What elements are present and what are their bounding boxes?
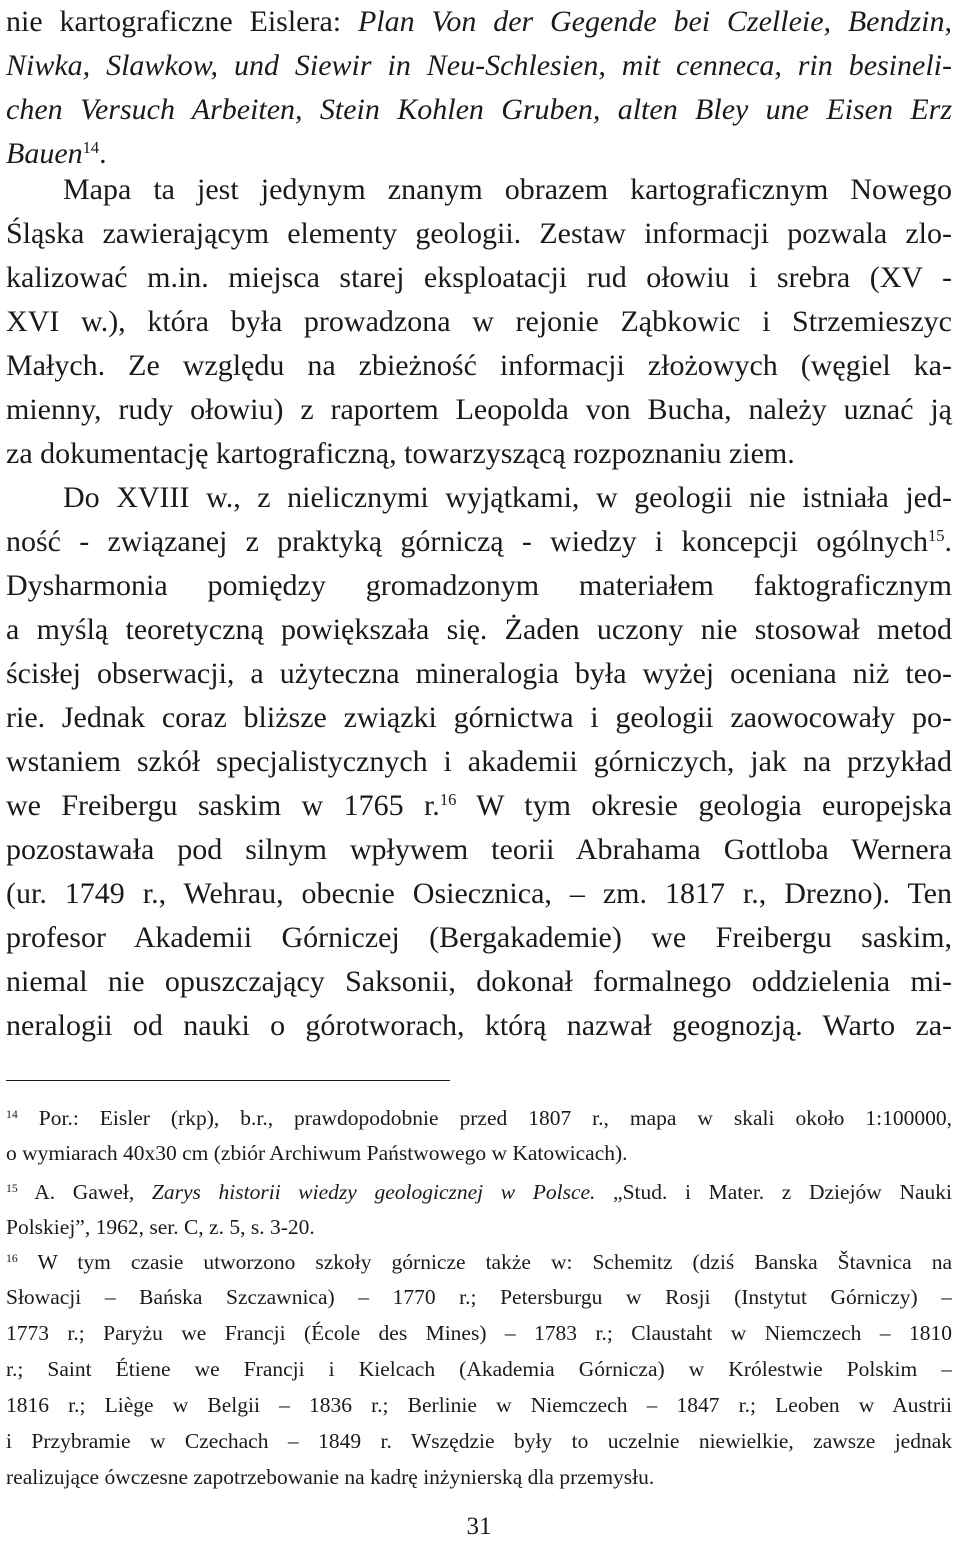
footnote-marker: 14 [6,1106,18,1121]
body-line: Dysharmonia pomiędzy gromadzonym materiałem faktograficznym [6,569,952,602]
body-line: (ur. 1749 r., Wehrau, obecnie Osiecznica, – zm. 1817 r., Drezno). Ten [6,877,952,910]
body-line: kalizować m.in. miejsca starej eksploatacji rud ołowiu i srebra (XV - [6,261,952,294]
footnote-line: i Przybramie w Czechach – 1849 r. Wszędzie były to uczelnie niewielkie, zawsze jednak [6,1429,952,1453]
footnote-line: Słowacji – Bańska Szczawnica) – 1770 r.; Petersburgu w Rosji (Instytut Górniczy) – [6,1285,952,1309]
body-line: Do XVIII w., z nielicznymi wyjątkami, w geologii nie istniała jed- [63,481,952,514]
body-line: mienny, rudy ołowiu) z raportem Leopolda von Bucha, należy uznać ją [6,393,952,426]
body-line: we Freibergu saskim w 1765 r.$^{16}$ W tym okresie geologia europejska [6,789,952,822]
body-line: rie. Jednak coraz bliższe związki górnictwa i geologii zaowocowały po- [6,701,952,734]
footnote-line: Polskiej”, 1962, ser. C, z. 5, s. 3-20. [6,1215,315,1239]
body-line: pozostawała pod silnym wpływem teorii Abrahama Gottloba Wernera [6,833,952,866]
footnote-marker: 15 [928,526,945,546]
footnote-line: $^{16}$ W tym czasie utworzono szkoły górnicze także w: Schemitz (dziś Banska Štavnica na [6,1250,952,1274]
body-line: wstaniem szkół specjalistycznych i akademii górniczych, jak na przykład [6,745,952,778]
italic-text: Niwka, Slawkow, und Siewir in Neu-Schlesien, mit cenneca, rin besineli- [6,49,952,82]
footnote-line: 1816 r.; Liège w Belgii – 1836 r.; Berlinie w Niemczech – 1847 r.; Leoben w Austrii [6,1393,952,1417]
body-line: Mapa ta jest jedynym znanym obrazem kartograficznym Nowego [63,173,952,206]
footnote-line: 1773 r.; Paryżu we Francji (École des Mines) – 1783 r.; Claustaht w Niemczech – 1810 [6,1321,952,1345]
footnote-line: r.; Saint Étiene we Francji i Kielcach (Akademia Górnicza) w Królestwie Polskim – [6,1357,952,1381]
body-line: nie kartograficzne Eislera: Plan Von der Gegende bei Czelleie, Bendzin, [6,5,953,38]
footnote-separator [6,1080,450,1081]
body-line: a myślą teoretyczną powiększała się. Żaden uczony nie stosował metod [6,613,952,646]
italic-text: Zarys historii wiedzy geologicznej w Polsce. [151,1180,596,1204]
body-line: Śląska zawierającym elementy geologii. Zestaw informacji pozwala zlo- [6,217,952,250]
footnote-marker: 16 [6,1250,18,1265]
body-line: Małych. Ze względu na zbieżność informacji złożowych (węgiel ka- [6,349,952,382]
footnote-line: $^{14}$ Por.: Eisler (rkp), b.r., prawdopodobnie przed 1807 r., mapa w skali około 1:100000, [6,1106,952,1130]
body-line: za dokumentację kartograficzną, towarzyszącą rozpoznaniu ziem. [6,437,795,470]
footnote-marker: 16 [439,790,457,810]
body-line: XVI w.), która była prowadzona w rejonie Ząbkowic i Strzemieszyc [6,305,952,338]
body-line: neralogii od nauki o górotworach, którą nazwał geognozją. Warto za- [6,1009,952,1042]
italic-text: Bauen [6,137,83,170]
italic-text: chen Versuch Arbeiten, Stein Kohlen Gruben, alten Bley une Eisen Erz [6,93,952,126]
footnote-marker: 15 [6,1180,18,1195]
footnote-line: $^{15}$ A. Gaweł, Zarys historii wiedzy geologicznej w Polsce. „Stud. i Mater. z Dziejów Nauki [6,1180,952,1204]
italic-text: Plan Von der Gegende bei Czelleie, Bendzin, [357,5,953,38]
body-line: profesor Akademii Górniczej (Bergakademie) we Freibergu saskim, [6,921,952,954]
document-page [6,0,952,1544]
body-line: ścisłej obserwacji, a użyteczna mineralogia była wyżej oceniana niż teo- [6,657,952,690]
body-line [6,88,952,132]
page-number: 31 [466,1513,492,1540]
footnote-line: realizujące ówczesne zapotrzebowanie na kadrę inżynierską dla przemysłu. [6,1465,655,1489]
body-line [6,44,952,88]
body-line: Bauen$^{14}$. [6,137,107,170]
body-line: ność - związanej z praktyką górniczą - wiedzy i koncepcji ogólnych$^{15}$. [6,525,952,558]
footnote-line: o wymiarach 40x30 cm (zbiór Archiwum Państwowego w Katowicach). [6,1141,628,1165]
body-line: niemal nie opuszczający Saksonii, dokonał formalnego oddzielenia mi- [6,965,952,998]
footnote-marker: 14 [82,138,100,158]
